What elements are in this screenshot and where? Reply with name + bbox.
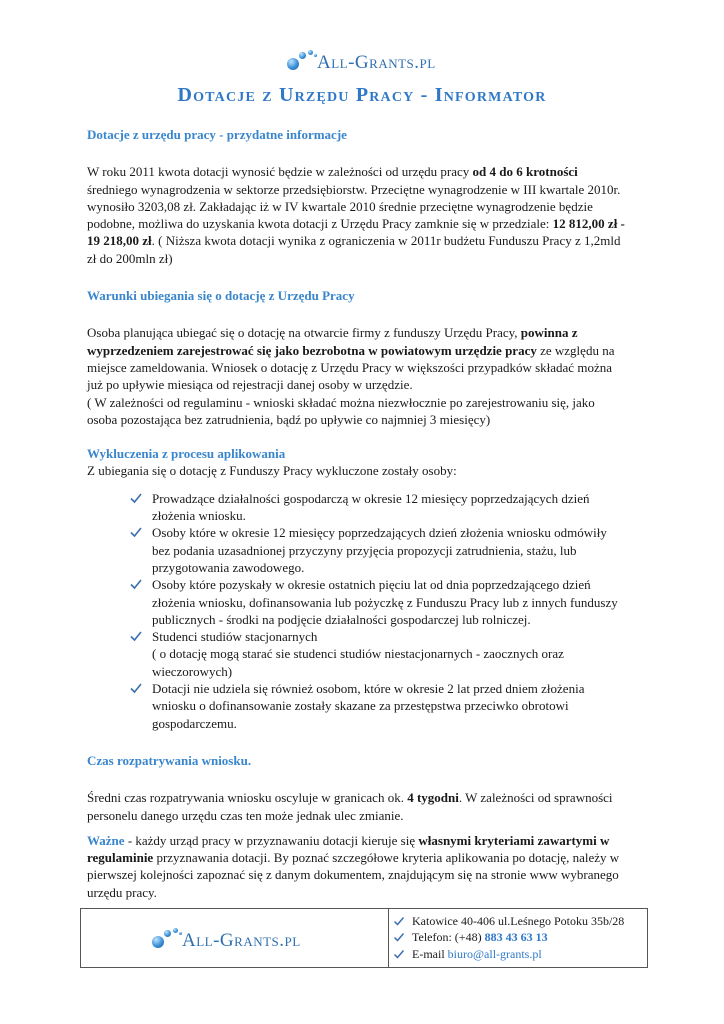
checkmark-icon xyxy=(393,931,405,943)
logo-bubbles-icon xyxy=(287,48,317,72)
logo-text: All-Grants.pl xyxy=(182,930,301,951)
logo-text: All-Grants.pl xyxy=(317,52,436,73)
document-body xyxy=(87,126,627,901)
checkmark-icon xyxy=(129,491,143,505)
paragraph-important: Ważne - każdy urząd pracy w przyznawaniu dotacji kieruje się własnymi kryteriami zawartymi w regulaminie przyznawania dotacji. By poznać szczegółowe kryteria aplikowania po dotację, należy w pierwszej kolejności zapoznać się z danym dokumentem, znajdującym się na stronie www wybranego urzędu pracy. xyxy=(87,832,620,900)
brand-logo xyxy=(287,48,436,72)
email-link[interactable]: biuro@all-grants.pl xyxy=(447,946,542,961)
logo-bubbles-icon xyxy=(152,926,182,950)
phone-number: 883 43 63 13 xyxy=(484,930,548,945)
paragraph-grant-amount: W roku 2011 kwota dotacji wynosić będzie w zależności od urzędu pracy od 4 do 6 krotności średniego wynagrodzenia w sektorze przedsiębiorstw. Przeciętne wynagrodzenie w III kwartale 2010r. wynosiło 3203,08 zł. Zakładając iż w IV kwartale 2010 średnie przeciętne wynagrodzenie będzie podobne, możliwa do uzyskania kwota dotacji z Urzędu Pracy zamknie się w przedziale: 12 812,00 zł - 19 218,00 zł. ( Niższa kwota dotacji wynika z ograniczenia w 2011r budżetu Funduszu Pracy z 1,2mld zł do 200mln zł) xyxy=(87,164,625,266)
list-item: Prowadzące działalności gospodarczą w okresie 12 miesięcy poprzedzających dzień złożenia wniosku. xyxy=(129,490,627,525)
paragraph-processing-time: Średni czas rozpatrywania wniosku oscyluje w granicach ok. 4 tygodni. W zależności od sprawności personelu danego urzędu czas ten może jednak ulec zmianie. xyxy=(87,790,613,823)
list-item: Studenci studiów stacjonarnych ( o dotację mogą starać sie studenci studiów niestacjonarnych - zaocznych oraz wieczorowych) xyxy=(129,628,627,680)
footer-brand-logo xyxy=(152,926,301,950)
contact-address: Katowice 40-406 ul.Leśnego Potoku 35b/28 xyxy=(392,913,624,929)
section-heading-useful-info: Dotacje z urzędu pracy - przydatne informacje xyxy=(87,127,347,142)
exclusions-list xyxy=(87,490,627,732)
list-item: Dotacji nie udziela się również osobom, które w okresie 2 lat przed dniem złożenia wniosku o dofinansowanie zostały skazane za przestępstwa przeciwko obrotowi gospodarczemu. xyxy=(129,680,627,732)
checkmark-icon xyxy=(393,948,405,960)
paragraph-regulation-note: ( W zależności od regulaminu - wnioski składać można niezwłocznie po zarejestrowaniu się, jako osoba pozostająca bez zatrudnienia, bądź po upływie co najmniej 3 miesięcy) xyxy=(87,394,595,427)
checkmark-icon xyxy=(393,915,405,927)
checkmark-icon xyxy=(129,577,143,591)
footer-divider xyxy=(388,909,389,967)
list-item: Osoby które w okresie 12 miesięcy poprzedzających dzień złożenia wniosku odmówiły bez podania uzasadnionej przyczyny przyjęcia propozycji zatrudnienia, stażu, lub przygotowania zawodowego. xyxy=(129,524,627,576)
section-heading-exclusions: Wykluczenia z procesu aplikowania xyxy=(87,446,286,462)
section-heading-processing-time: Czas rozpatrywania wniosku. xyxy=(87,752,252,768)
document-title: Dotacje z Urzędu Pracy - Informator xyxy=(177,84,547,106)
paragraph-registration: Osoba planująca ubiegać się o dotację na otwarcie firmy z funduszy Urzędu Pracy, powinna z wyprzedzeniem zarejestrować się jako bezrobotna w powiatowym urzędzie pracy ze względu na miejsce zameldowania. Wniosek o dotację z Urzędu Pracy w większości przypadków składać można już po upływie miesiąca od rejestracji danej osoby w urzędzie. xyxy=(87,325,615,393)
section-heading-conditions: Warunki ubiegania się o dotację z Urzędu Pracy xyxy=(87,288,355,304)
checkmark-icon xyxy=(129,681,143,695)
contact-email: E-mail biuro@all-grants.pl xyxy=(392,946,624,962)
exclusions-intro: Z ubiegania się o dotację z Funduszy Pracy wykluczone zostały osoby: xyxy=(87,463,457,479)
checkmark-icon xyxy=(129,525,143,539)
list-item-note: ( o dotację mogą starać sie studenci studiów niestacjonarnych - zaocznych oraz wieczorowych) xyxy=(152,646,564,679)
contact-phone: Telefon: (+48) 883 43 63 13 xyxy=(392,929,624,945)
contact-info xyxy=(392,913,624,962)
list-item: Osoby które pozyskały w okresie ostatnich pięciu lat od dnia poprzedzającego dzień złożenia wniosku, dofinansowania lub pożyczkę z Funduszu Pracy lub z innych funduszy publicznych - środki na podjęcie działalności gospodarczej lub rolniczej. xyxy=(129,576,627,628)
checkmark-icon xyxy=(129,629,143,643)
